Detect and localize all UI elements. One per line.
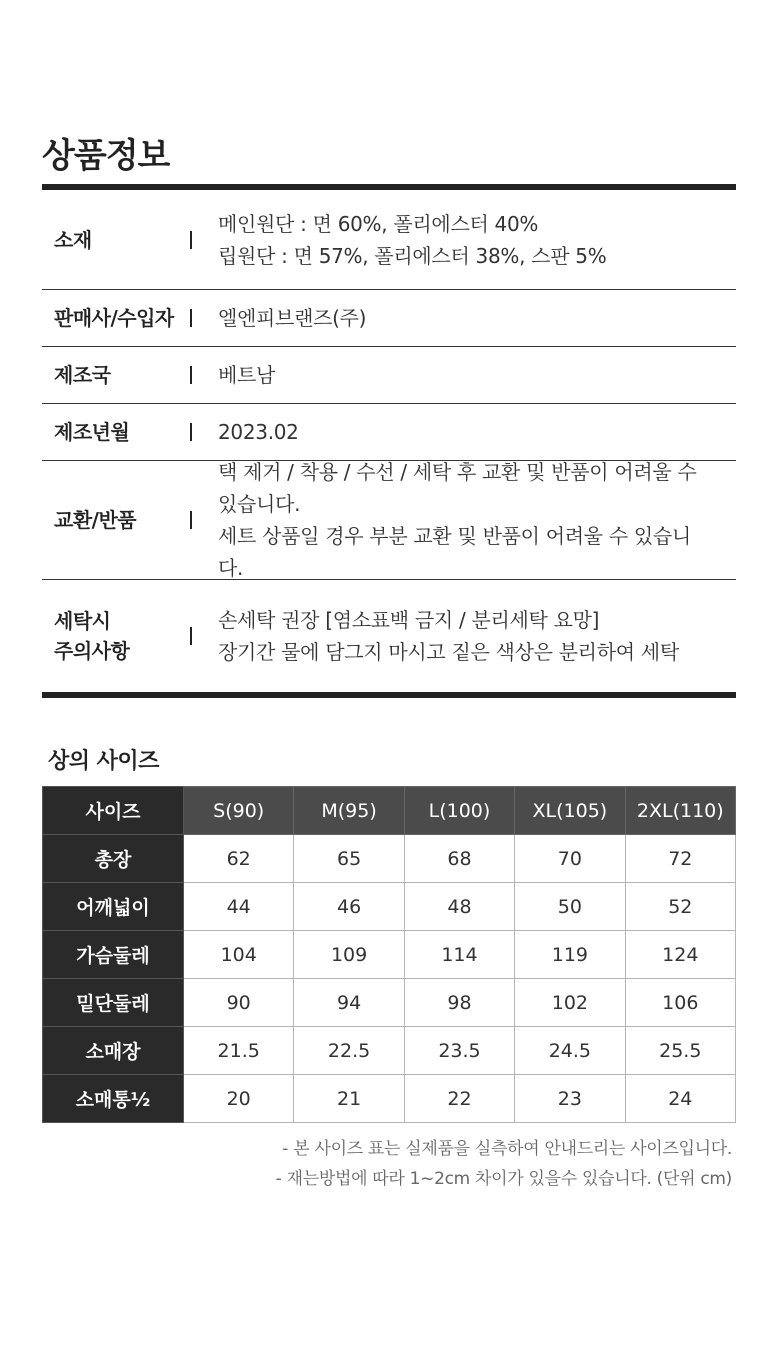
- separator: [190, 231, 192, 249]
- size-header-cell: L(100): [404, 787, 514, 835]
- info-label: 제조국: [54, 363, 111, 387]
- size-header-cell: 2XL(110): [625, 787, 735, 835]
- size-header-cell: XL(105): [515, 787, 625, 835]
- row-label: 어깨넓이: [43, 883, 184, 931]
- table-cell: 52: [625, 883, 735, 931]
- table-cell: 62: [184, 835, 294, 883]
- table-cell: 44: [184, 883, 294, 931]
- info-row-material: [42, 190, 736, 290]
- row-label: 총장: [43, 835, 184, 883]
- info-label: 세탁시 주의사항: [54, 609, 130, 663]
- table-row: [43, 1027, 736, 1075]
- info-row-country: [42, 347, 736, 404]
- table-cell: 104: [184, 931, 294, 979]
- row-label: 소매통½: [43, 1075, 184, 1123]
- table-cell: 50: [515, 883, 625, 931]
- product-info-title: 상품정보: [42, 136, 170, 176]
- info-row-manufacture-date: [42, 404, 736, 461]
- table-cell: 114: [404, 931, 514, 979]
- row-label: 가슴둘레: [43, 931, 184, 979]
- separator: [190, 366, 192, 384]
- separator: [190, 309, 192, 327]
- row-label: 소매장: [43, 1027, 184, 1075]
- separator: [190, 423, 192, 441]
- info-row-washing: [42, 580, 736, 692]
- table-row: [43, 835, 736, 883]
- row-label: 밑단둘레: [43, 979, 184, 1027]
- table-cell: 65: [294, 835, 404, 883]
- size-chart-table: [42, 786, 736, 1123]
- table-cell: 119: [515, 931, 625, 979]
- size-header-row: [43, 787, 736, 835]
- table-cell: 24.5: [515, 1027, 625, 1075]
- table-cell: 94: [294, 979, 404, 1027]
- table-cell: 106: [625, 979, 735, 1027]
- info-value: 2023.02: [218, 420, 299, 444]
- table-row: [43, 979, 736, 1027]
- size-corner-cell: 사이즈: [43, 787, 184, 835]
- size-header-cell: M(95): [294, 787, 404, 835]
- table-cell: 90: [184, 979, 294, 1027]
- table-cell: 22: [404, 1075, 514, 1123]
- table-cell: 24: [625, 1075, 735, 1123]
- table-cell: 102: [515, 979, 625, 1027]
- info-label: 제조년월: [54, 420, 130, 444]
- separator: [190, 627, 192, 645]
- table-cell: 72: [625, 835, 735, 883]
- note-line: - 본 사이즈 표는 실제품을 실측하여 안내드리는 사이즈입니다.: [282, 1139, 732, 1159]
- table-row: [43, 883, 736, 931]
- table-cell: 23: [515, 1075, 625, 1123]
- separator: [190, 511, 192, 529]
- info-value: 베트남: [218, 363, 276, 387]
- size-chart-title: 상의 사이즈: [48, 749, 159, 774]
- table-cell: 21.5: [184, 1027, 294, 1075]
- table-cell: 25.5: [625, 1027, 735, 1075]
- info-value: 메인원단 : 면 60%, 폴리에스터 40% 립원단 : 면 57%, 폴리에스터 38%, 스판 5%: [218, 211, 607, 268]
- table-cell: 46: [294, 883, 404, 931]
- size-notes: [276, 1134, 732, 1194]
- table-cell: 20: [184, 1075, 294, 1123]
- table-cell: 23.5: [404, 1027, 514, 1075]
- info-label: 소재: [54, 227, 92, 252]
- info-row-seller: [42, 290, 736, 347]
- table-cell: 22.5: [294, 1027, 404, 1075]
- table-cell: 70: [515, 835, 625, 883]
- table-row: [43, 1075, 736, 1123]
- table-cell: 48: [404, 883, 514, 931]
- table-row: [43, 931, 736, 979]
- info-label: 판매사/수입자: [54, 306, 174, 330]
- table-cell: 98: [404, 979, 514, 1027]
- info-row-exchange-return: [42, 461, 736, 580]
- info-value: 택 제거 / 착용 / 수선 / 세탁 후 교환 및 반품이 어려울 수 있습니다. 세트 상품일 경우 부분 교환 및 반품이 어려울 수 있습니다.: [218, 460, 697, 580]
- table-cell: 21: [294, 1075, 404, 1123]
- table-cell: 68: [404, 835, 514, 883]
- info-value: 손세탁 권장 [염소표백 금지 / 분리세탁 요망] 장기간 물에 담그지 마시고 짙은 색상은 분리하여 세탁: [218, 608, 679, 664]
- note-line: - 재는방법에 따라 1~2cm 차이가 있을수 있습니다. (단위 cm): [275, 1169, 732, 1189]
- table-cell: 109: [294, 931, 404, 979]
- product-info-table: [42, 184, 736, 698]
- info-value: 엘엔피브랜즈(주): [218, 306, 367, 330]
- info-label: 교환/반품: [54, 508, 137, 532]
- table-cell: 124: [625, 931, 735, 979]
- size-header-cell: S(90): [184, 787, 294, 835]
